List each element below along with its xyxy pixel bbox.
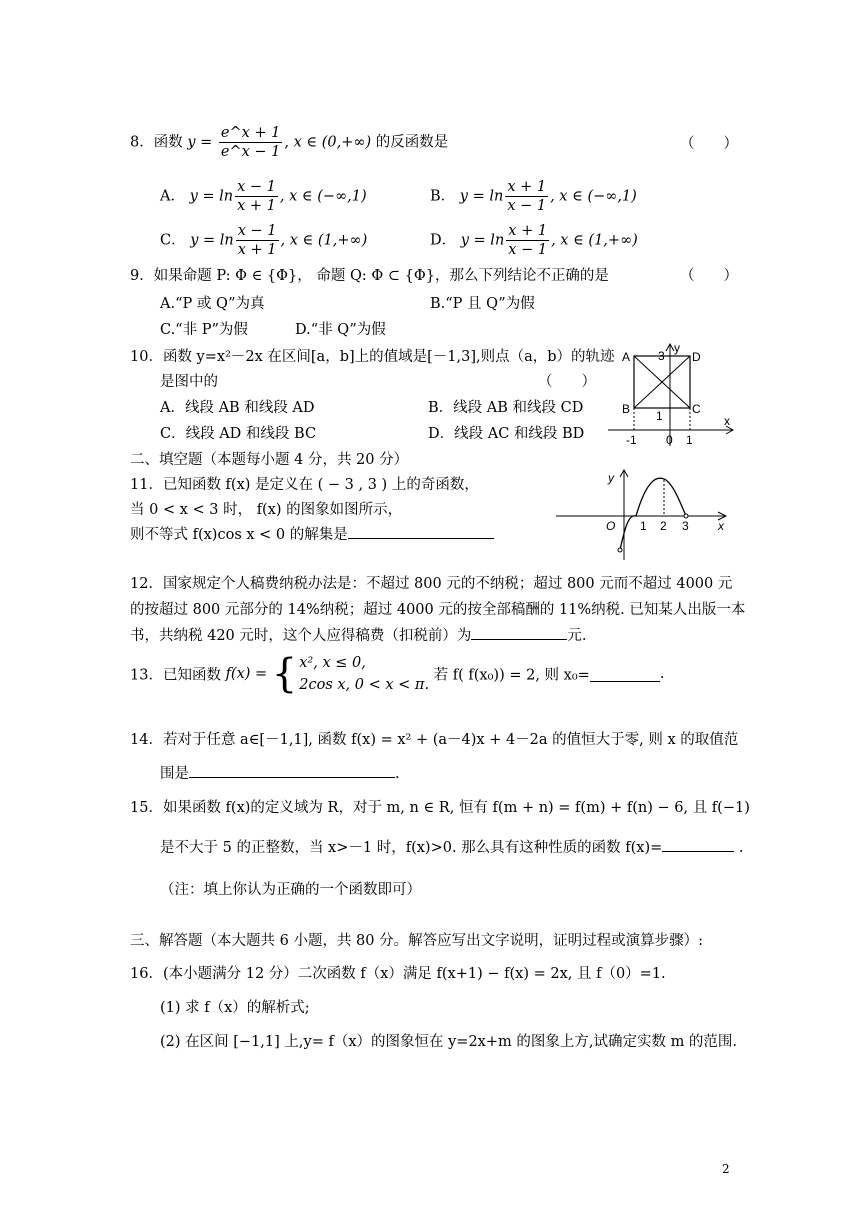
q10-option-c: C．线段 AD 和线段 BC	[160, 426, 317, 442]
q11-label-y: y	[608, 471, 614, 485]
q9-bracket: （ ）	[680, 268, 738, 284]
q10-label-0: 0	[666, 433, 673, 447]
q11-open-right	[684, 514, 688, 518]
q10-label-y: y	[674, 341, 680, 355]
q13: 13．已知函数 f(x) = { x², x ≤ 0, 2cos x, 0 < x < π. 若 f( f(x₀)) = 2, 则 x₀= .	[130, 651, 665, 697]
section3-heading: 三、解答题（本大题共 6 小题，共 80 分。解答应写出文字说明，证明过程或演算步骤）:	[130, 933, 703, 949]
q10-label-3: 3	[658, 349, 665, 363]
q8-option-c: C． y = ln $\frac{x - 1}{x + 1}$ , x ∈ (1,+∞)	[160, 223, 368, 258]
q8-option-a: A． y = ln $\frac{x - 1}{x + 1}$ , x ∈ (−∞,1)	[160, 179, 367, 214]
q15-line2: 是不大于 5 的正整数，当 x>－1 时，f(x)>0. 那么具有这种性质的函数 f(x)= .	[160, 836, 744, 857]
q9-option-b: B.“P 且 Q”为假	[430, 296, 535, 312]
q11-tick-1: 1	[640, 519, 647, 533]
q8-bracket: （ ）	[680, 136, 738, 152]
q13-cases: x², x ≤ 0, 2cos x, 0 < x < π.	[299, 655, 430, 693]
q11-figure	[556, 462, 736, 562]
q9-stem: 9．如果命题 P: Φ ∈ {Φ}， 命题 Q: Φ ⊂ {Φ}，那么下列结论不正确的是	[130, 268, 609, 284]
q10-line1: 10．函数 y=x²－2x 在区间[a，b]上的值域是[－1,3],则点（a，b）的轨迹	[130, 349, 615, 365]
q10-figure	[608, 338, 738, 448]
q10-label-b: B	[622, 402, 631, 416]
q15-answer-blank[interactable]	[662, 837, 734, 852]
q11-label-o: O	[606, 519, 616, 533]
q9-option-c: C.“非 P”为假	[160, 322, 248, 338]
q8-option-d: D． y = ln $\frac{x + 1}{x - 1}$ , x ∈ (1,+∞)	[430, 223, 638, 258]
q10-label-neg1: -1	[626, 433, 637, 447]
q16-part2: (2) 在区间 [−1,1] 上,y= f（x）的图象恒在 y=2x+m 的图象上方,试确定实数 m 的范围.	[160, 1034, 738, 1050]
q8-fraction: $\frac{e\^{}x + 1}{e\^{}x - 1}$	[220, 125, 281, 160]
q11-open-left	[618, 548, 622, 552]
q14-line2: 围是 .	[160, 762, 400, 783]
q10-label-1: 1	[686, 433, 693, 447]
q9-option-a: A.“P 或 Q”为真	[160, 296, 265, 312]
q13-brace: {	[271, 651, 298, 697]
q10-option-b: B．线段 AB 和线段 CD	[428, 400, 584, 416]
q10-line2: 是图中的	[160, 374, 218, 390]
q14-line1: 14．若对于任意 a∈[－1,1], 函数 f(x) = x² + (a－4)x + 4－2a 的值恒大于零, 则 x 的取值范	[130, 732, 739, 748]
section2-heading: 二、填空题（本题每小题 4 分，共 20 分）	[130, 452, 409, 468]
q11-line2: 当 0 < x < 3 时， f(x) 的图象如图所示，	[130, 502, 403, 518]
q11-curve	[620, 478, 686, 550]
page-number: 2	[722, 1162, 730, 1176]
q11-answer-blank[interactable]	[348, 524, 494, 539]
q10-option-a: A．线段 AB 和线段 AD	[160, 400, 315, 416]
q8-option-b: B． y = ln $\frac{x + 1}{x - 1}$ , x ∈ (−∞,1)	[430, 179, 637, 214]
q12-answer-blank[interactable]	[471, 625, 567, 640]
q10-label-c: C	[692, 402, 701, 416]
q11-label-x: x	[718, 519, 724, 533]
q13-answer-blank[interactable]	[590, 667, 660, 682]
q15-note: （注：填上你认为正确的一个函数即可）	[160, 882, 421, 898]
q16-line1: 16．(本小题满分 12 分）二次函数 f（x）满足 f(x+1) − f(x) = 2x, 且 f（0）=1.	[130, 966, 666, 982]
q12-line3: 书，共纳税 420 元时，这个人应得稿费（扣税前）为 元.	[130, 624, 587, 645]
q10-bracket: （ ）	[538, 374, 596, 390]
q14-answer-blank[interactable]	[189, 763, 395, 778]
q10-option-d: D．线段 AC 和线段 BD	[428, 426, 585, 442]
q10-label-1-inside: 1	[656, 409, 663, 423]
q11-tick-3: 3	[682, 519, 689, 533]
q8-stem: 8．函数 y = $\frac{e\^{}x + 1}{e\^{}x - 1}$ , x ∈ (0,+∞) 的反函数是	[130, 125, 449, 160]
q10-label-a: A	[622, 350, 631, 364]
q12-line1: 12．国家规定个人稿费纳税办法是：不超过 800 元的不纳税；超过 800 元而不超过 4000 元	[130, 576, 733, 592]
q12-line2: 的按超过 800 元部分的 14%纳税；超过 4000 元的按全部稿酬的 11%纳税. 已知某人出版一本	[130, 602, 746, 618]
q11-line1: 11．已知函数 f(x) 是定义在 ( − 3 , 3 ) 上的奇函数，	[130, 477, 479, 493]
q9-option-d: D.“非 Q”为假	[295, 322, 386, 338]
q10-label-x: x	[724, 414, 730, 428]
q10-label-d: D	[692, 350, 701, 364]
q11-line3: 则不等式 f(x)cos x < 0 的解集是	[130, 523, 494, 544]
q15-line1: 15．如果函数 f(x)的定义域为 R，对于 m, n ∈ R, 恒有 f(m + n) = f(m) + f(n) − 6, 且 f(−1)	[130, 800, 750, 816]
q11-tick-2: 2	[660, 519, 667, 533]
q16-part1: (1) 求 f（x）的解析式;	[160, 1000, 310, 1016]
